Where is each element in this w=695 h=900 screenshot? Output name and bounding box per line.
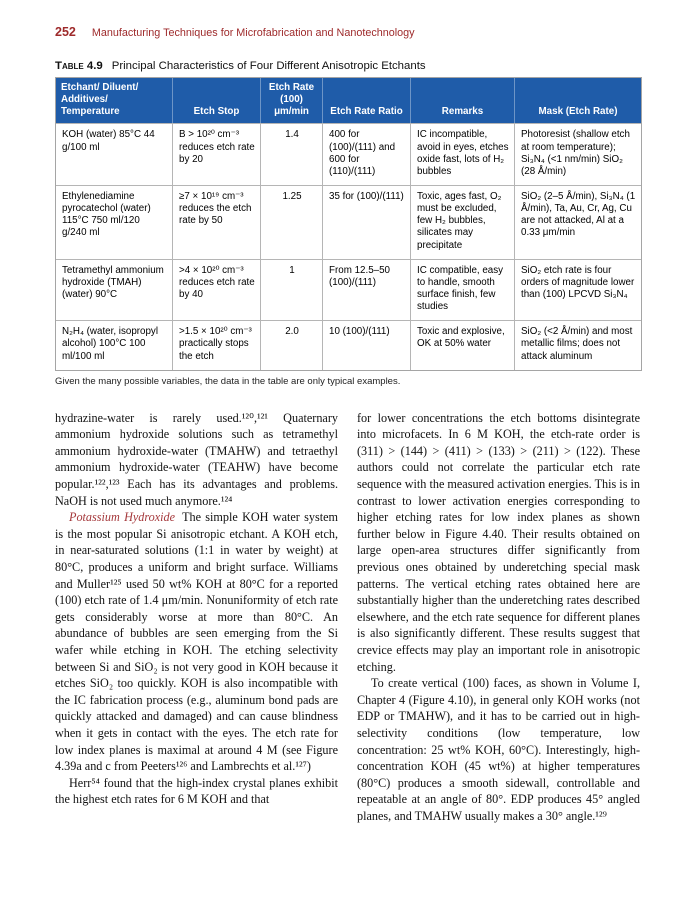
col-header-etch-rate: Etch Rate (100) μm/min [261,78,323,123]
table-row-tmah [56,259,641,321]
table-header-row [56,78,641,123]
col-header-remarks: Remarks [411,78,515,123]
running-title: Manufacturing Techniques for Microfabrication and Nanotechnology [91,27,415,39]
table-label: Table 4.9 [55,60,103,72]
table-cell: IC compatible, easy to handle, smooth surface finish, few studies [411,259,515,321]
paragraph-etch-rate-order: for lower concentrations the etch bottoms disintegrate into microfacets. In 6 M KOH, the etch-rate order is (311) > (144) > (411) > (133) > (211) > (122). These authors could not correlate the particular etch rate sequence with the measured activation energies. This is in contrast to lower activation energies corresponding to higher etching rates for low index planes as shown further below in Figure 4.40. Their results obtained on large open-area structures differ significantly from previous ones obtained by underetching special mask patterns. The vertical etching rates obtained here are substantially higher than the underetching rates described elsewhere, and the etch rate sequence for different planes is also significantly different. These results suggest that crevice effects may play an important role in anisotropic etching. [357,410,640,674]
paragraph-potassium-hydroxide [55,509,338,775]
table-cell: 35 for (100)/(111) [323,185,411,259]
body-text [55,410,640,825]
right-column [357,410,640,825]
table-cell: B > 10²⁰ cm⁻³ reduces etch rate by 20 [173,123,261,185]
table-cell: SiO₂ etch rate is four orders of magnitude lower than (100) LPCVD Si₃N₄ [515,259,641,321]
table-cell: SiO₂ (2–5 Å/min), Si₃N₄ (1 Å/min), Ta, Au, Cr, Ag, Cu are not attacked, Al at a 0.33 μm/min [515,185,641,259]
col-header-etch-stop: Etch Stop [173,78,261,123]
table-row-hydrazine [56,320,641,369]
col-header-mask: Mask (Etch Rate) [515,78,641,123]
paragraph-herr: Herr⁵⁴ found that the high-index crystal planes exhibit the highest etch rates for 6 M KOH and that [55,775,338,807]
table-cell: Ethylenediamine pyrocatechol (water) 115°C 750 ml/120 g/240 ml [56,185,173,259]
table-4-9-section [55,60,640,387]
table-cell: 400 for (100)/(111) and 600 for (110)/(111) [323,123,411,185]
table-cell: 1.25 [261,185,323,259]
table-title: Principal Characteristics of Four Different Anisotropic Etchants [111,60,426,72]
page-header [55,25,640,39]
paragraph-text: The simple KOH water system is the most popular Si anisotropic etchant. A KOH etch, in near-saturated solutions (1:1 in water by weight) at 80°C, produces a uniform and bright surface. Williams and Muller¹²⁵ used 50 wt% KOH at 80°C for a reported (100) etch rate of 1.4 μm/min. Nonuniformity of etch rate gets considerably worse at more than 80°C. An abundance of bubbles are seen emerging from the Si wafer while etching in KOH. The etching selectivity between Si and SiO₂ is not very good in KOH because it etches SiO₂ too quickly. KOH is also incompatible with the IC fabrication process (e.g., aluminum bond pads are quickly attacked and damaged) and can cause blindness when it gets in contact with the eyes. The etch rate for low index planes is maximal at around 4 M (see Figure 4.39a and c from Peeters¹²⁶ and Lambrechts et al.¹²⁷) [55,510,338,774]
table-cell: IC incompatible, avoid in eyes, etches oxide fast, lots of H₂ bubbles [411,123,515,185]
paragraph-vertical-faces: To create vertical (100) faces, as shown in Volume I, Chapter 4 (Figure 4.10), in general only KOH works (not EDP or TMAHW), and it has to be carried out in high-selectivity conditions (low temperature, low concentration: 25 wt% KOH, 60°C). Interestingly, high-concentration KOH (45 wt%) at higher temperatures (80°C) produces a smooth sidewall, controllable and repeatable at an angle of 80°. EDP produces 45° angled planes, and TMAHW usually makes a 30° angle.¹²⁹ [357,676,640,823]
etchants-table [55,77,642,371]
table-cell: Toxic, ages fast, O₂ must be excluded, few H₂ bubbles, silicates may precipitate [411,185,515,259]
table-cell: SiO₂ (<2 Å/min) and most metallic films; does not attack aluminum [515,320,641,369]
table-row-edp [56,185,641,259]
paragraph-quaternary: hydrazine-water is rarely used.¹²⁰,¹²¹ Quaternary ammonium hydroxide solutions such as tetramethyl ammonium hydroxide-water (TMAHW) and tetraethyl ammonium hydroxide-water (TEAHW) have become popular.¹²²,¹²³ Each has its advantages and problems. NaOH is not used much anymore.¹²⁴ [55,410,338,508]
table-caption [55,60,640,72]
table-cell: Photoresist (shallow etch at room temperature); Si₃N₄ (<1 nm/min) SiO₂ (28 Å/min) [515,123,641,185]
col-header-etch-rate-ratio: Etch Rate Ratio [323,78,411,123]
table-cell: >4 × 10²⁰ cm⁻³ reduces etch rate by 40 [173,259,261,321]
left-column [55,410,338,825]
table-cell: Toxic and explosive, OK at 50% water [411,320,515,369]
table-cell: 10 (100)/(111) [323,320,411,369]
table-cell: >1.5 × 10²⁰ cm⁻³ practically stops the etch [173,320,261,369]
table-cell: From 12.5–50 (100)/(111) [323,259,411,321]
table-row-koh [56,123,641,185]
col-header-etchant: Etchant/ Diluent/ Additives/ Temperature [56,78,173,123]
table-cell: 1.4 [261,123,323,185]
table-cell: ≥7 × 10¹⁹ cm⁻³ reduces the etch rate by 50 [173,185,261,259]
table-cell: N₂H₄ (water, isopropyl alcohol) 100°C 100 ml/100 ml [56,320,173,369]
table-cell: KOH (water) 85°C 44 g/100 ml [56,123,173,185]
table-cell: 1 [261,259,323,321]
table-cell: Tetramethyl ammonium hydroxide (TMAH) (water) 90°C [56,259,173,321]
page-number: 252 [55,25,76,39]
table-footnote: Given the many possible variables, the data in the table are only typical examples. [55,375,401,387]
subsection-heading: Potassium Hydroxide [69,510,176,525]
table-cell: 2.0 [261,320,323,369]
